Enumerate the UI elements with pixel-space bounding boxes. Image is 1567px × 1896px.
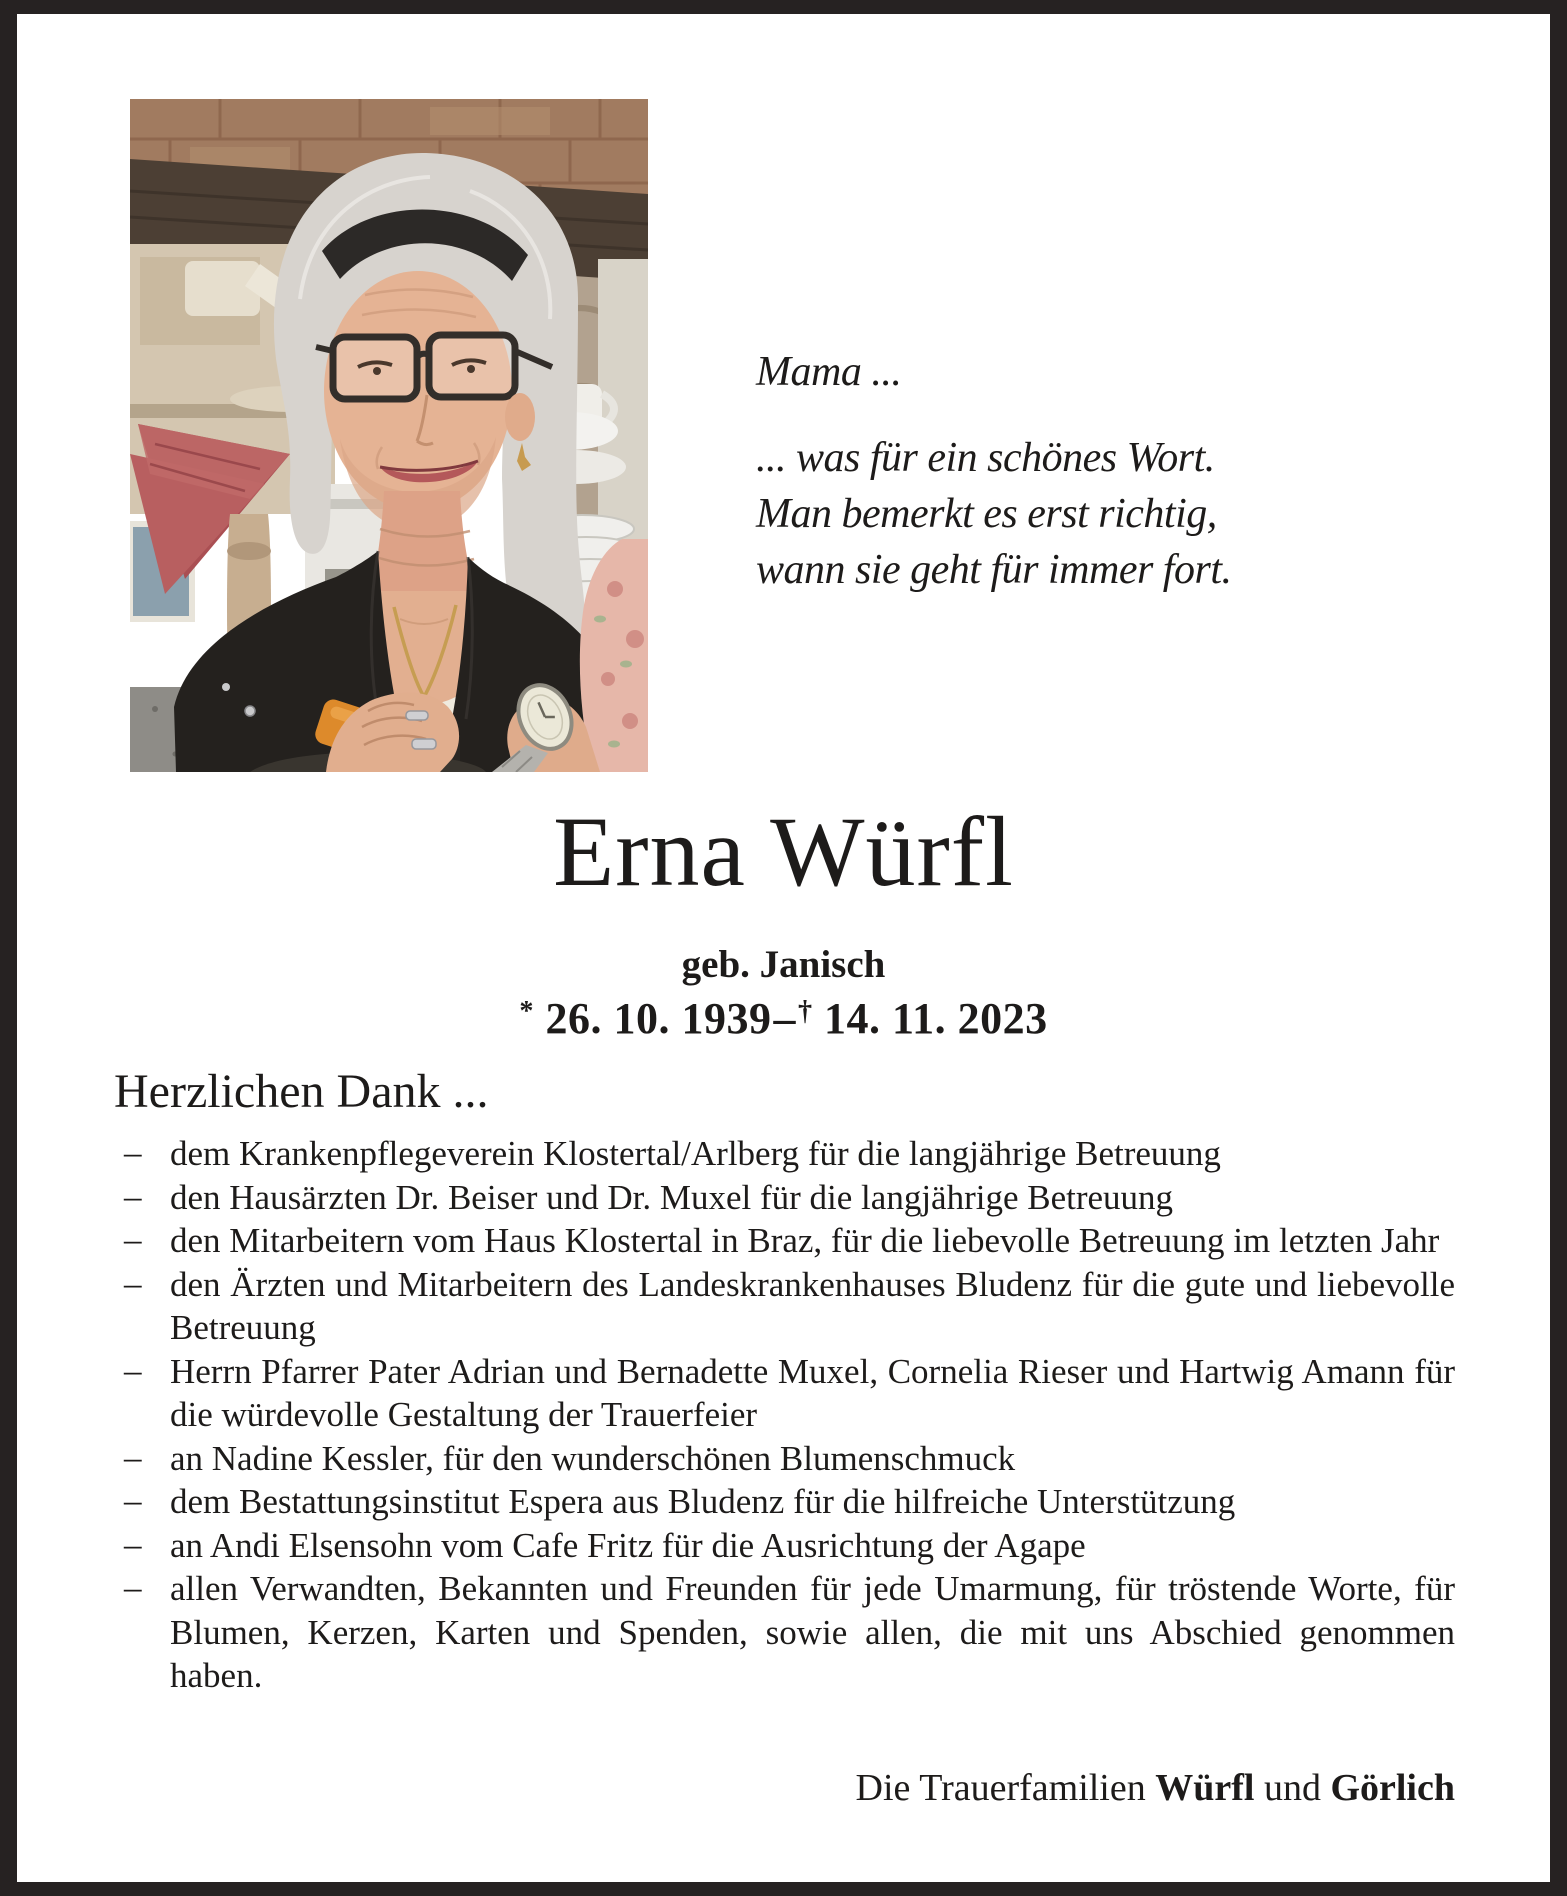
list-dash: –: [124, 1220, 142, 1259]
thanks-item-text: an Nadine Kessler, für den wunderschönen Blumenschmuck: [170, 1438, 1016, 1478]
thanks-item: [114, 1524, 1455, 1568]
list-dash: –: [124, 1263, 142, 1303]
thanks-heading: Herzlichen Dank ...: [114, 1065, 489, 1118]
deceased-block: [17, 796, 1550, 1044]
list-dash: –: [124, 1568, 142, 1607]
thanks-item: [114, 1176, 1455, 1220]
thanks-item: [114, 1480, 1455, 1524]
thanks-item-text: dem Bestattungsinstitut Espera aus Bludenz für die hilfreiche Unterstützung: [170, 1482, 1236, 1521]
list-dash: –: [124, 1133, 142, 1172]
poem-line: ... was für ein schönes Wort.: [756, 435, 1215, 481]
poem-line: wann sie geht für immer fort.: [756, 547, 1232, 593]
deceased-name: Erna Würfl: [553, 796, 1014, 907]
thanks-item: [114, 1132, 1455, 1176]
signature-family-1: Würfl: [1155, 1767, 1255, 1809]
signature-conjunction: und: [1263, 1767, 1321, 1809]
thanks-item: [114, 1263, 1455, 1350]
thanks-item: [114, 1567, 1455, 1698]
maiden-name: geb. Janisch: [681, 943, 886, 986]
portrait-photo: [130, 99, 648, 772]
signature-prefix: Die Trauerfamilien: [855, 1767, 1146, 1809]
dates-separator: –: [773, 994, 796, 1043]
birth-symbol: *: [519, 996, 534, 1028]
signature-family-2: Görlich: [1330, 1767, 1455, 1809]
death-date: 14. 11. 2023: [824, 994, 1048, 1043]
thanks-item-text: Herrn Pfarrer Pater Adrian und Bernadette Muxel, Cornelia Rieser und Hartwig Amann für die würdevolle Gestaltung der Trauerfeier: [170, 1351, 1455, 1434]
signature-line: [856, 1766, 1455, 1810]
thanks-item-text: dem Krankenpflegeverein Klostertal/Arlberg für die langjährige Betreuung: [170, 1134, 1221, 1173]
thanks-item-text: den Mitarbeitern vom Haus Klostertal in Braz, für die liebevolle Betreuung im letzten Jahr: [170, 1221, 1440, 1260]
death-symbol: †: [797, 996, 813, 1028]
thanks-list: [114, 1132, 1455, 1698]
obituary-page: [17, 14, 1550, 1882]
thanks-item: [114, 1350, 1455, 1437]
thanks-item-text: an Andi Elsensohn vom Cafe Fritz für die Ausrichtung der Agape: [170, 1525, 1086, 1565]
thanks-item: [114, 1219, 1455, 1263]
list-dash: –: [124, 1481, 142, 1520]
list-dash: –: [124, 1524, 142, 1564]
portrait-photo-illustration: [130, 99, 648, 772]
list-dash: –: [124, 1437, 142, 1477]
thanks-item: [114, 1437, 1455, 1481]
thanks-item-text: den Ärzten und Mitarbeitern des Landeskrankenhauses Bludenz für die gute und liebevolle Betreuung: [170, 1264, 1455, 1347]
list-dash: –: [124, 1350, 142, 1390]
thanks-item-text: allen Verwandten, Bekannten und Freunden für jede Umarmung, für tröstende Worte, für Blumen, Kerzen, Karten und Spenden, sowie allen, die mit uns Abschied genommen haben.: [170, 1569, 1455, 1695]
poem: [756, 344, 1232, 598]
poem-salutation: Mama ...: [756, 349, 902, 395]
thanks-item-text: den Hausärzten Dr. Beiser und Dr. Muxel für die langjährige Betreuung: [170, 1177, 1174, 1217]
poem-line: Man bemerkt es erst richtig,: [756, 491, 1217, 537]
list-dash: –: [124, 1176, 142, 1216]
birth-date: 26. 10. 1939: [545, 994, 772, 1043]
life-dates: [17, 993, 1550, 1044]
